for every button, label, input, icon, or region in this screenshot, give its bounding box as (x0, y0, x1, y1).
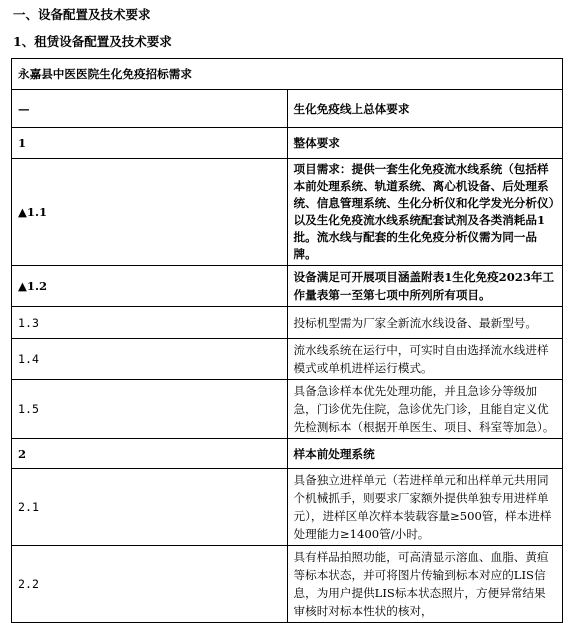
row-text: 项目需求：提供一套生化免疫流水线系统（包括样本前处理系统、轨道系统、离心机设备、后处理系统、信息管理系统、生化分析仪和化学发光分析仪）以及生化免疫流水线系统配套试剂及各类消耗品1批。流水线与配套的生化免疫分析仪需为同一品牌。 (287, 159, 563, 266)
table-row (12, 339, 563, 380)
row-text: 流水线系统在运行中，可实时自由选择流水线进样模式或单机进样运行模式。 (287, 339, 563, 380)
table-row (12, 439, 563, 469)
table-row (12, 159, 563, 266)
row-number: 1.5 (12, 380, 288, 439)
row-text: 具备独立进样单元（若进样单元和出样单元共用同个机械抓手，则要求厂家额外提供单独专用进样单元），进样区单次样本装载容量≥500管，样本进样处理能力≥1400管/小时。 (287, 469, 563, 546)
table-title-row (12, 59, 563, 90)
row-text: 生化免疫线上总体要求 (287, 90, 563, 128)
row-text: 样本前处理系统 (287, 439, 563, 469)
table-row (12, 266, 563, 307)
table-row (12, 90, 563, 128)
row-number: 2 (12, 439, 288, 469)
row-number: 1.4 (12, 339, 288, 380)
table-row (12, 307, 563, 339)
row-number: ▲1.1 (12, 159, 288, 266)
row-number: 1 (12, 128, 288, 159)
row-number: 1.3 (12, 307, 288, 339)
table-title: 永嘉县中医医院生化免疫招标需求 (12, 59, 563, 90)
row-text: 具备急诊样本优先处理功能，并且急诊分等级加急，门诊优先住院，急诊优先门诊，且能自定义优先检测标本（根据开单医生、项目、科室等加急）。 (287, 380, 563, 439)
row-number: 2.1 (12, 469, 288, 546)
table-row (12, 380, 563, 439)
section-heading: 一、设备配置及技术要求 (13, 7, 151, 22)
row-number: 2.2 (12, 546, 288, 623)
table-row (12, 546, 563, 623)
row-number: — (12, 90, 288, 128)
row-text: 投标机型需为厂家全新流水线设备、最新型号。 (287, 307, 563, 339)
requirements-table (11, 58, 563, 623)
table-row (12, 128, 563, 159)
row-text: 整体要求 (287, 128, 563, 159)
subsection-heading: 1、租赁设备配置及技术要求 (13, 34, 172, 49)
row-text: 具有样品拍照功能，可高清显示溶血、血脂、黄疸等标本状态，并可将图片传输到标本对应的LIS信息，为用户提供LIS标本状态照片，方便异常结果审核时对标本性状的核对， (287, 546, 563, 623)
table-row (12, 469, 563, 546)
row-text: 设备满足可开展项目涵盖附表1生化免疫2023年工作量表第一至第七项中所列所有项目。 (287, 266, 563, 307)
row-number: ▲1.2 (12, 266, 288, 307)
